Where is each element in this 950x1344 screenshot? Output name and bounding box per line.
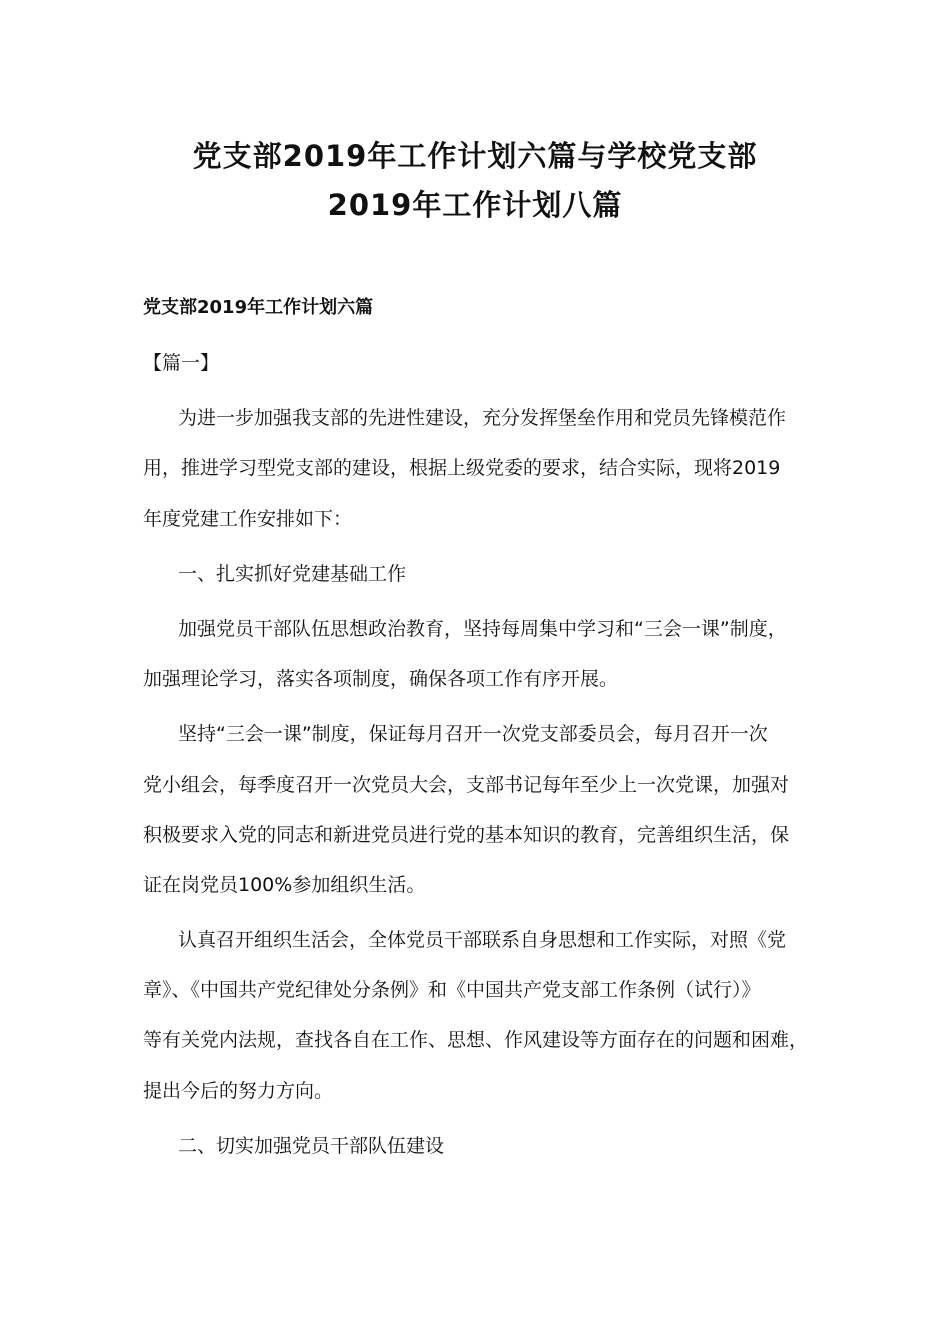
paragraph-3-line-1: 坚持“三会一课”制度，保证每月召开一次党支部委员会，每月召开一次 bbox=[178, 723, 768, 745]
paragraph-4-line-1: 认真召开组织生活会，全体党员干部联系自身思想和工作实际，对照《党 bbox=[178, 929, 787, 951]
paragraph-3-line-2: 党小组会，每季度召开一次党员大会，支部书记每年至少上一次党课，加强对 bbox=[143, 774, 790, 796]
paragraph-1-line-3: 年度党建工作安排如下： bbox=[143, 508, 353, 530]
paragraph-3-line-3: 积极要求入党的同志和新进党员进行党的基本知识的教育，完善组织生活，保 bbox=[143, 824, 790, 846]
paragraph-4-line-4: 提出今后的努力方向。 bbox=[143, 1080, 334, 1102]
paragraph-2-line-2: 加强理论学习，落实各项制度，确保各项工作有序开展。 bbox=[143, 668, 619, 690]
paragraph-4-line-2: 章》、《中国共产党纪律处分条例》和《中国共产党支部工作条例（试行）》 bbox=[143, 979, 761, 1001]
document-title-line-1: 党支部2019年工作计划六篇与学校党支部 bbox=[192, 139, 758, 173]
part-label: 【篇一】 bbox=[143, 352, 220, 374]
paragraph-1-line-2: 用，推进学习型党支部的建设，根据上级党委的要求，结合实际，现将2019 bbox=[143, 457, 781, 479]
heading-1: 一、扎实抓好党建基础工作 bbox=[178, 563, 407, 585]
paragraph-2-line-1: 加强党员干部队伍思想政治教育，坚持每周集中学习和“三会一课”制度， bbox=[178, 618, 787, 640]
paragraph-4-line-3: 等有关党内法规，查找各自在工作、思想、作风建设等方面存在的问题和困难， bbox=[143, 1029, 809, 1051]
document-title-line-2: 2019年工作计划八篇 bbox=[327, 188, 623, 222]
paragraph-1-line-1: 为进一步加强我支部的先进性建设，充分发挥堡垒作用和党员先锋模范作 bbox=[178, 407, 787, 429]
heading-2: 二、切实加强党员干部队伍建设 bbox=[178, 1135, 445, 1157]
paragraph-3-line-4: 证在岗党员100%参加组织生活。 bbox=[143, 874, 426, 896]
section-heading: 党支部2019年工作计划六篇 bbox=[143, 297, 374, 318]
